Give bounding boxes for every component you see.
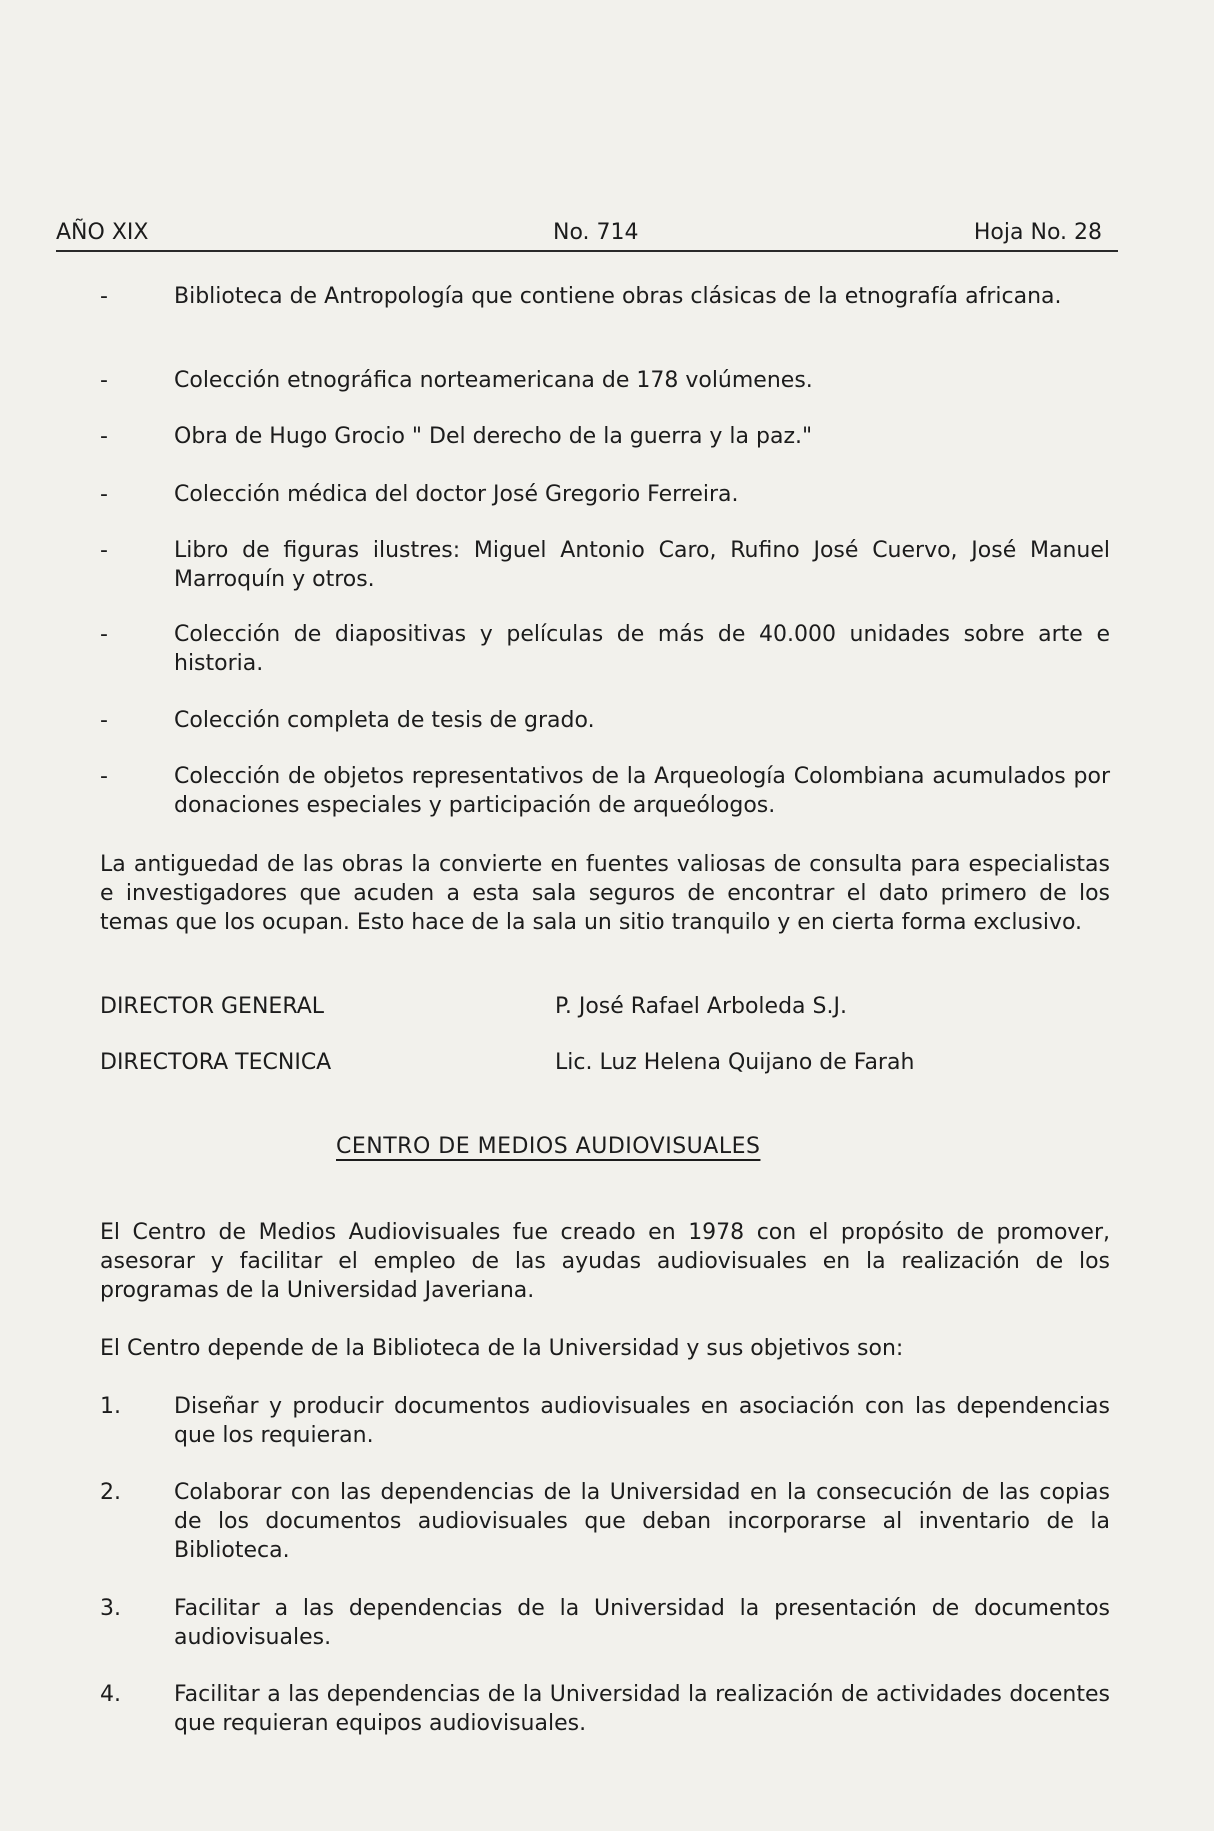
header-sheet: Hoja No. 28 (973, 220, 1102, 245)
list-item-text: Colección completa de tesis de grado. (174, 708, 595, 733)
objective-number: 3. (100, 1596, 121, 1621)
objective-text: Facilitar a las dependencias de la Universidad la realización de actividades docentes que requieran equipos audiovisuales. (174, 1682, 1110, 1736)
header-year: AÑO XIX (56, 220, 149, 245)
signature-role: DIRECTORA TECNICA (100, 1050, 332, 1075)
signature-director-general (100, 992, 1110, 1021)
list-marker: - (100, 284, 108, 309)
list-marker: - (100, 764, 108, 789)
list-item-text: Colección médica del doctor José Gregorio Ferreira. (174, 482, 739, 507)
list-item-text: Colección etnográfica norteamericana de 178 volúmenes. (174, 368, 813, 393)
section-title: CENTRO DE MEDIOS AUDIOVISUALES (336, 1134, 761, 1159)
list-marker: - (100, 424, 108, 449)
section-intro: El Centro de Medios Audiovisuales fue creado en 1978 con el propósito de promover, asesorar y facilitar el empleo de las ayudas audiovisuales en la realización de los programas de la Universidad Javeriana. (100, 1220, 1110, 1303)
signature-directora-tecnica (100, 1048, 1110, 1077)
signature-name: P. José Rafael Arboleda S.J. (555, 994, 847, 1019)
list-marker: - (100, 708, 108, 733)
page-header (56, 220, 1118, 252)
objectives-lead: El Centro depende de la Biblioteca de la Universidad y sus objetivos son: (100, 1336, 904, 1361)
list-marker: - (100, 482, 108, 507)
list-marker: - (100, 538, 108, 563)
objective-text: Diseñar y producir documentos audiovisuales en asociación con las dependencias que los requieran. (174, 1394, 1110, 1448)
objective-text: Colaborar con las dependencias de la Universidad en la consecución de las copias de los documentos audiovisuales que deban incorporarse al inventario de la Biblioteca. (174, 1480, 1110, 1563)
signature-role: DIRECTOR GENERAL (100, 994, 325, 1019)
objective-number: 4. (100, 1682, 121, 1707)
header-number: No. 714 (553, 220, 639, 245)
objective-text: Facilitar a las dependencias de la Universidad la presentación de documentos audiovisuales. (174, 1596, 1110, 1650)
list-item-text: Colección de diapositivas y películas de más de 40.000 unidades sobre arte e historia. (174, 622, 1110, 676)
list-item-text: Biblioteca de Antropología que contiene obras clásicas de la etnografía africana. (174, 284, 1062, 309)
list-marker: - (100, 368, 108, 393)
list-item-text: Libro de figuras ilustres: Miguel Antonio Caro, Rufino José Cuervo, José Manuel Marroquín y otros. (174, 538, 1110, 592)
objective-number: 2. (100, 1480, 121, 1505)
list-item-text: Colección de objetos representativos de la Arqueología Colombiana acumulados por donaciones especiales y participación de arqueólogos. (174, 764, 1110, 818)
signature-name: Lic. Luz Helena Quijano de Farah (555, 1050, 915, 1075)
closing-paragraph: La antiguedad de las obras la convierte en fuentes valiosas de consulta para especialistas e investigadores que acuden a esta sala seguros de encontrar el dato primero de los temas que los ocupan. Esto hace de la sala un sitio tranquilo y en cierta forma exclusivo. (100, 852, 1110, 935)
list-marker: - (100, 622, 108, 647)
list-item-text: Obra de Hugo Grocio " Del derecho de la guerra y la paz." (174, 424, 813, 449)
objective-number: 1. (100, 1394, 121, 1419)
